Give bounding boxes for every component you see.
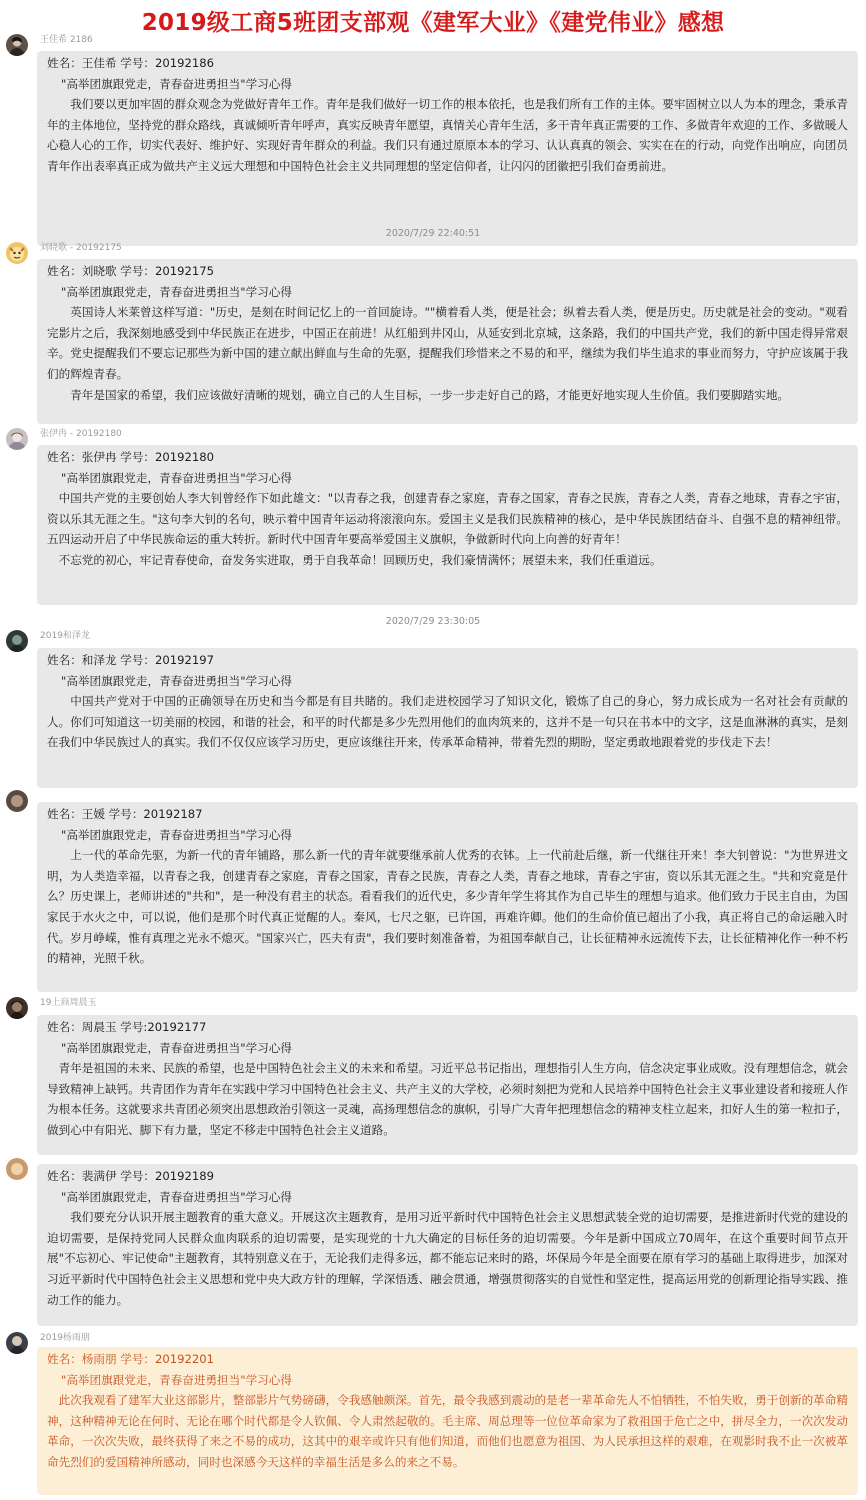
- name-line: 姓名：张伊冉 学号：20192180: [47, 450, 215, 464]
- avatar[interactable]: [6, 630, 28, 652]
- avatar[interactable]: [6, 997, 28, 1019]
- message-bubble: [37, 445, 858, 605]
- name-line: 姓名：王佳希 学号：20192186: [47, 56, 215, 70]
- message-bubble: [37, 51, 858, 246]
- message-subtitle: "高举团旗跟党走，青春奋进勇担当"学习心得: [61, 827, 292, 842]
- name-line: 姓名：裴满伊 学号：20192189: [47, 1169, 215, 1183]
- sender-name: 2019杨雨朋: [40, 1333, 90, 1343]
- sender-name: 2019和泽龙: [40, 631, 90, 641]
- name-line: 姓名：王媛 学号：20192187: [47, 807, 203, 821]
- sender-name: 刘晓歌 - 20192175: [40, 243, 122, 253]
- message-paragraph: 英国诗人米莱曾这样写道："历史，是刻在时间记忆上的一首回旋诗。""横着看人类，便是社会；纵着去看人类，便是历史。历史就是社会的变动。"观看完影片之后，我深刻地感受到中华民族正在进步，中国正在前进！从红船到井冈山，从延安到北京城，这条路，我们的中国共产党，我们的新中国走得异常艰辛。党史提醒我们不要忘记那些为新中国的建立献出鲜血与生命的先驱，提醒我们珍惜来之不易的和平，继续为我们毕生追求的事业而努力，守护应该属于我们的辉煌青春。: [47, 305, 848, 381]
- message-bubble: [37, 1015, 858, 1155]
- message-bubble-highlighted: [37, 1347, 858, 1495]
- sender-name: 19上商周晨玉: [40, 998, 97, 1008]
- message-timestamp: 2020/7/29 23:30:05: [385, 616, 481, 627]
- message-bubble: [37, 802, 858, 992]
- message-subtitle: "高举团旗跟党走，青春奋进勇担当"学习心得: [61, 284, 292, 299]
- message-subtitle: "高举团旗跟党走，青春奋进勇担当"学习心得: [61, 1372, 292, 1387]
- sender-name: 张伊冉 - 20192180: [40, 429, 122, 439]
- message-bubble: [37, 259, 858, 424]
- name-line: 姓名：和泽龙 学号：20192197: [47, 653, 215, 667]
- message-subtitle: "高举团旗跟党走，青春奋进勇担当"学习心得: [61, 1189, 292, 1204]
- avatar[interactable]: [6, 1158, 28, 1180]
- message-paragraph: 上一代的革命先驱，为新一代的青年铺路，那么新一代的青年就要继承前人优秀的衣钵。上一代前赴后继，新一代继往开来！李大钊曾说："为世界进文明，为人类造幸福，以青春之我，创建青春之家庭，青春之国家，青春之民族，青春之人类，青春之地球，青春之宇宙，资以乐其无涯之生。"共和究竟是什么？历史课上，老师讲述的"共和"，是一种没有君主的状态。看看我们的近代史，多少青年学生将其作为自己毕生的理想与追求。他们致力于民主自由，为国家民于水火之中，可以说，他们是那个时代真正觉醒的人。秦风，七尺之躯，已许国，再难许卿。他们的生命价值已超出了小我，真正将自己的命运融入时代。岁月峥嵘，惟有真理之光永不熄灭。"国家兴亡，匹夫有责"，我们要时刻准备着，为祖国奉献自己，让长征精神永远流传下去，让长征精神化作一种不朽的精神，光照千秋。: [47, 848, 848, 966]
- message-subtitle: "高举团旗跟党走，青春奋进勇担当"学习心得: [61, 76, 292, 91]
- page-title: 2019级工商5班团支部观《建军大业》《建党伟业》感想: [141, 10, 725, 36]
- avatar[interactable]: [6, 242, 28, 264]
- message-paragraph: 青年是祖国的未来、民族的希望，也是中国特色社会主义的未来和希望。习近平总书记指出，理想指引人生方向，信念决定事业成败。没有理想信念，就会导致精神上缺钙。共青团作为青年在实践中学习中国特色社会主义、共产主义的大学校，必须时刻把为党和人民培养中国特色社会主义事业建设者和接班人作为根本任务。这就要求共青团必须突出思想政治引领这一灵魂，高扬理想信念的旗帜，引导广大青年把理想信念的精神支柱立起来，扣好人生的第一粒扣子，做到心中有阳光、脚下有力量，坚定不移走中国特色社会主义道路。: [47, 1061, 848, 1137]
- name-line: 姓名：杨雨朋 学号：20192201: [47, 1352, 215, 1366]
- avatar[interactable]: [6, 790, 28, 812]
- message-subtitle: "高举团旗跟党走，青春奋进勇担当"学习心得: [61, 1040, 292, 1055]
- name-line: 姓名：周晨玉 学号:20192177: [47, 1020, 207, 1034]
- message-paragraph: 我们要以更加牢固的群众观念为党做好青年工作。青年是我们做好一切工作的根本依托，也是我们所有工作的主体。要牢固树立以人为本的理念，秉承青年的主体地位，坚持党的群众路线，真诚倾听青年呼声，真实反映青年愿望，真情关心青年生活，多干青年真正需要的工作、多做青年欢迎的工作、多做暖人心稳人心的工作，切实代表好、维护好、实现好青年群众的利益。我们只有通过原原本本的学习、认认真真的领会、实实在在的行动，向党作出响应，向团员青年作出表率真正成为做共产主义远大理想和中国特色社会主义共同理想的坚定信仰者，让闪闪的团徽把引我们奋勇前进。: [47, 97, 848, 173]
- avatar[interactable]: [6, 34, 28, 56]
- message-paragraph: 青年是国家的希望，我们应该做好清晰的规划，确立自己的人生目标，一步一步走好自己的路，才能更好地实现人生价值。我们要脚踏实地。: [70, 387, 790, 402]
- message-bubble: [37, 1164, 858, 1326]
- name-line: 姓名：刘晓歌 学号：20192175: [47, 264, 215, 278]
- sender-name: 王佳希 2186: [40, 35, 93, 45]
- message-paragraph: 不忘党的初心，牢记青春使命，奋发务实进取，勇于自我革命！回顾历史，我们豪情满怀；展望未来，我们任重道远。: [58, 552, 662, 567]
- message-paragraph: 我们要充分认识开展主题教育的重大意义。开展这次主题教育，是用习近平新时代中国特色社会主义思想武装全党的迫切需要，是推进新时代党的建设的迫切需要，是保持党同人民群众血肉联系的迫切需要，是实现党的十九大确定的目标任务的迫切需要。今年是新中国成立70周年，在这个重要时间节点开展"不忘初心、牢记使命"主题教育，其特别意义在于，无论我们走得多远，都不能忘记来时的路，坏保局今年是全面要在原有学习的基础上取得进步，加深对习近平新时代中国特色社会主义思想和党中央大政方针的理解，学深悟透、融会贯通，增强贯彻落实的自觉性和坚定性，提高运用党的创新理论指导实践、推动工作的能力。: [47, 1210, 848, 1307]
- avatar[interactable]: [6, 1332, 28, 1354]
- message-paragraph: 中国共产党的主要创始人李大钊曾经作下如此雄文："以青春之我，创建青春之家庭，青春之国家，青春之民族，青春之人类，青春之地球，青春之宇宙，资以乐其无涯之生。"这句李大钊的名句，映示着中国青年运动将滚滚向东。爱国主义是我们民族精神的核心，是中华民族团结奋斗、自强不息的精神纽带。五四运动开启了中华民族命运的重大转折。新时代中国青年要高举爱国主义旗帜，争做新时代向上向善的好青年！: [47, 491, 848, 547]
- message-timestamp: 2020/7/29 22:40:51: [385, 228, 481, 239]
- message-paragraph: 此次我观看了建军大业这部影片，整部影片气势磅礴，令我感触颇深。首先，最令我感到震动的是老一辈革命先人不怕牺牲，不怕失败，勇于创新的革命精神，这种精神无论在何时、无论在哪个时代都是令人钦佩、令人肃然起敬的。毛主席、周总理等一位位革命家为了救祖国于危亡之中，拼尽全力，一次次发动革命，一次次失败，最终获得了来之不易的成功，这其中的艰辛或许只有他们知道，而他们也愿意为祖国、为人民承担这样的艰难，在观影时我不止一次被革命先烈们的爱国精神所感动，同时也深感今天这样的幸福生活是多么的来之不易。: [47, 1393, 848, 1469]
- avatar[interactable]: [6, 428, 28, 450]
- message-subtitle: "高举团旗跟党走，青春奋进勇担当"学习心得: [61, 673, 292, 688]
- message-bubble: [37, 648, 858, 788]
- message-subtitle: "高举团旗跟党走，青春奋进勇担当"学习心得: [61, 470, 292, 485]
- message-paragraph: 中国共产党对于中国的正确领导在历史和当今都是有目共睹的。我们走进校园学习了知识文化，锻炼了自己的身心，努力成长成为一名对社会有贡献的人。你们可知道这一切美丽的校园，和谐的社会，和平的时代都是多少先烈用他们的血肉筑来的，这并不是一句只在书本中的文字，这是血淋淋的真实，是刻在我们中华民族过人的真实。我们不仅仅应该学习历史，更应该继往开来，传承革命精神，带着先烈的期盼，坚定勇敢地跟着党的步伐走下去！: [47, 694, 848, 750]
